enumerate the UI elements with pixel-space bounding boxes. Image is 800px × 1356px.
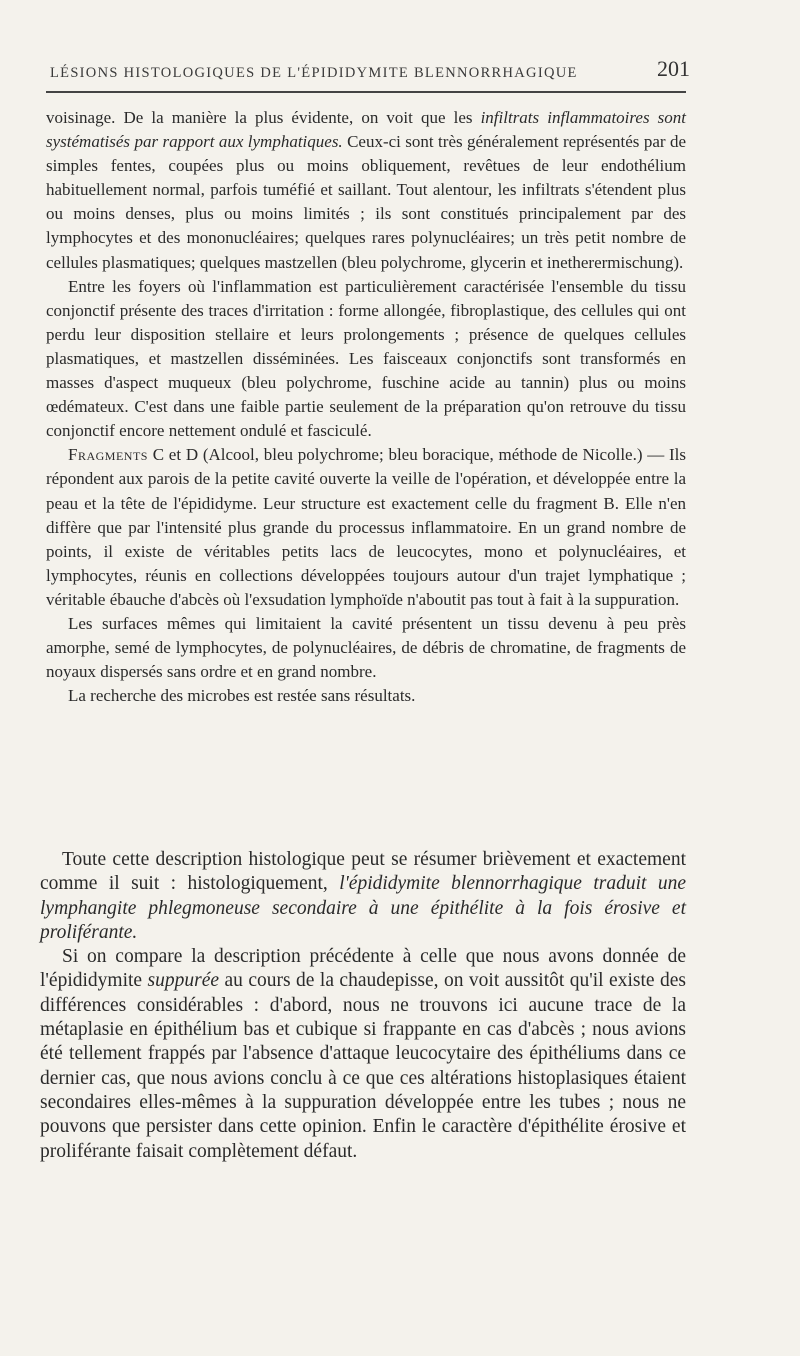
p7-text-c: au cours de la chaudepisse, on voit aussitôt qu'il existe des différences considérables : d'abord, nous ne trouvons ici aucune trace de la métaplasie en épithélium bas et cubique si frappante en cas d'abcès ; nous avions été tellement frappés par l'absence d'attaque leucocytaire des épithéliums dans ce dernier cas, que nous avions conclu à ce que ces altérations histoplasiques étaient secondaires elles-mêmes à la suppuration développée entre les tubes ; nous ne pouvons que persister dans cette opinion. Enfin le caractère d'épithélite érosive et proliférante faisait complètement défaut.	[40, 970, 686, 1162]
p7-italic: suppurée	[147, 970, 220, 992]
paragraph-4: Les surfaces mêmes qui limitaient la cavité présentent un tissu devenu à peu près amorphe, semé de lymphocytes, de polynucléaires, de débris de chromatine, de fragments de noyaux dispersés sans ordre et en grand nombre.	[46, 613, 686, 682]
paragraph-2: Entre les foyers où l'inflammation est particulièrement caractérisée l'ensemble du tissu conjonctif présente des traces d'irritation : forme allongée, fibroplastique, des cellules qui ont perdu leur disposition stellaire et leurs prolongements ; présence de quelques cellules plasmatiques, et mastzellen disséminées. Les faisceaux conjonctifs sont transformés en masses d'aspect muqueux (bleu polychrome, fuschine acide au tannin) plus ou moins œdémateux. C'est dans une faible partie seulement de la préparation qu'on retrouve du tissu conjonctif encore nettement ondulé et fasciculé.	[46, 276, 686, 441]
paragraph-6	[40, 848, 686, 945]
paragraph-1	[46, 106, 686, 275]
paragraph-7	[40, 945, 686, 1164]
paragraph-3	[46, 443, 686, 612]
p6-text-a: Toute cette description histologique peut se résumer brièvement et exactement comme il suit : histologiquement,	[40, 849, 686, 895]
p1-text-c: Ceux-ci sont très généralement représentés par de simples fentes, coupées plus ou moins obliquement, revêtues de leur endothélium habituellement normal, parfois tuméfié et saillant. Tout alentour, les infiltrats s'étendent plus ou moins denses, plus ou moins limités ; ils sont constitués principalement par des lymphocytes et des mononucléaires; quelques rares polynucléaires; un très petit nombre de cellules plasmatiques; quelques mastzellen (bleu polychrome, glycerin et inetherermischung).	[46, 132, 686, 272]
p3-text: C et D (Alcool, bleu polychrome; bleu boracique, méthode de Nicolle.) — Ils répondent aux parois de la petite cavité ouverte la veille de l'opération, et développée entre la peau et la tête de l'épididyme. Leur structure est exactement celle du fragment B. Elle n'en diffère que par l'intensité plus grande du processus inflammatoire. En un grand nombre de points, il existe de véritables petits lacs de leucocytes, mono et polynucléaires, et lymphocytes, réunis en collections développées toujours autour d'un trajet lymphatique ; véritable ébauche d'abcès où l'exsudation lymphoïde n'aboutit pas tout à fait à la suppuration.	[46, 445, 686, 609]
p1-text-a: voisinage. De la manière la plus évidente, on voit que les	[46, 108, 481, 127]
paragraph-5: La recherche des microbes est restée sans résultats.	[68, 686, 416, 706]
header-rule	[46, 91, 686, 93]
p1-italic: infiltrats inflammatoires sont systématisés par rapport aux lymphatiques.	[46, 108, 686, 152]
conclusion-text	[40, 848, 686, 1164]
p7-text-a: Si on compare la description précédente à celle que nous avons donnée de l'épididymite	[40, 946, 686, 992]
running-title: LÉSIONS HISTOLOGIQUES DE L'ÉPIDIDYMITE BLENNORRHAGIQUE	[50, 65, 578, 81]
p6-italic: l'épididymite blennorrhagique traduit une lymphangite phlegmoneuse secondaire à une épithélite à la fois érosive et proliférante.	[40, 873, 686, 943]
fragments-lead: Fragments	[68, 445, 148, 465]
page-number: 201	[657, 56, 690, 81]
page-header	[50, 46, 690, 82]
histology-notes	[46, 106, 686, 708]
